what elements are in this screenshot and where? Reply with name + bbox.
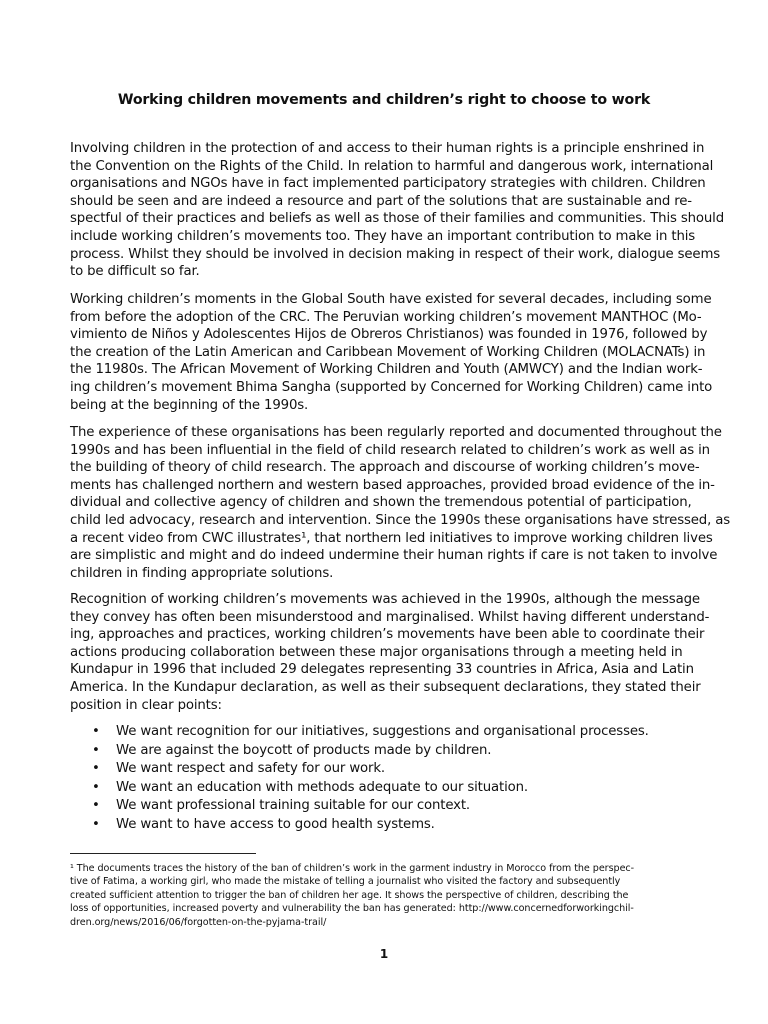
text-line: to be difficult so far. (70, 264, 200, 280)
footnote-line: tive of Fatima, a working girl, who made the mistake of telling a journalist who visited the factory and subsequently (70, 876, 621, 888)
bullet-icon: • (92, 816, 100, 832)
list-item (70, 723, 700, 742)
paragraph (70, 291, 713, 414)
bullet-icon: • (92, 724, 100, 739)
text-line: America. In the Kundapur declaration, as well as their subsequent declarations, they stated their (70, 679, 701, 695)
text-line: dividual and collective agency of children and shown the tremendous potential of participation, (70, 495, 692, 511)
footnote-line: loss of opportunities, increased poverty and vulnerability the ban has generated: http://www.concernedforworkingchil- (70, 903, 634, 915)
text-line: Kundapur in 1996 that included 29 delegates representing 33 countries in Africa, Asia and Latin (70, 662, 694, 678)
list-item-text: We want professional training suitable for our context. (116, 798, 471, 813)
paragraph (70, 591, 710, 714)
text-line: are simplistic and might and do indeed undermine their human rights if care is not taken to involve (70, 548, 718, 564)
footnote-link[interactable]: dren.org/news/2016/06/forgotten-on-the-pyjama-trail/ (70, 916, 327, 928)
bullet-icon: • (92, 742, 100, 758)
list-item-text: We want recognition for our initiatives, suggestions and organisational processes. (116, 724, 649, 739)
text-line: include working children’s movements too. They have an important contribution to make in this (70, 228, 696, 244)
list-item (70, 742, 700, 761)
bullet-icon: • (92, 761, 100, 776)
text-line: the 11980s. The African Movement of Working Children and Youth (AMWCY) and the Indian work- (70, 362, 703, 378)
list-item (70, 797, 700, 816)
list-item (70, 779, 700, 798)
text-line: they convey has often been misunderstood and marginalised. Whilst having different understand- (70, 609, 710, 625)
document-title: Working children movements and children’s right to choose to work (117, 92, 651, 108)
text-line: actions producing collaboration between these major organisations through a meeting held in (70, 644, 683, 660)
text-line: 1990s and has been influential in the field of child research related to children’s work as well as in (70, 442, 710, 458)
text-line: Involving children in the protection of and access to their human rights is a principle enshrined in (70, 141, 705, 156)
text-line: ments has challenged northern and western based approaches, provided broad evidence of the in- (70, 477, 715, 493)
list-item-text: We want to have access to good health systems. (116, 816, 435, 832)
text-line: the Convention on the Rights of the Child. In relation to harmful and dangerous work, international (70, 158, 714, 174)
paragraph (70, 424, 731, 582)
footnote-separator (70, 853, 256, 854)
bullet-icon: • (92, 798, 100, 813)
text-line: Working children’s moments in the Global South have existed for several decades, including some (70, 292, 712, 307)
text-line: Recognition of working children’s movements was achieved in the 1990s, although the message (70, 592, 700, 607)
page-number: 1 (379, 947, 389, 961)
text-line: ing children’s movement Bhima Sangha (supported by Concerned for Working Children) came into (70, 379, 713, 395)
footnote (70, 862, 702, 929)
demands-list (70, 723, 700, 834)
text-line: ing, approaches and practices, working children’s movements have been able to coordinate their (70, 627, 705, 643)
list-item (70, 816, 700, 835)
footnote-line: created sufficient attention to trigger the ban of children her age. It shows the perspective of children, describing the (70, 889, 629, 901)
text-line: child led advocacy, research and intervention. Since the 1990s these organisations have stressed, as (70, 512, 731, 528)
text-line: the building of theory of child research. The approach and discourse of working children’s move- (70, 460, 700, 476)
bullet-icon: • (92, 779, 100, 795)
list-item (70, 760, 700, 779)
text-line: children in finding appropriate solutions. (70, 565, 334, 581)
paragraph (70, 140, 724, 281)
text-line: being at the beginning of the 1990s. (70, 397, 309, 413)
text-line: spectful of their practices and beliefs as well as those of their families and communities. This should (70, 211, 724, 227)
text-line: organisations and NGOs have in fact implemented participatory strategies with children. Children (70, 176, 706, 192)
text-line: should be seen and are indeed a resource and part of the solutions that are sustainable and re- (70, 193, 692, 209)
text-line: a recent video from CWC illustrates¹, that northern led initiatives to improve working children lives (70, 530, 713, 546)
list-item-text: We are against the boycott of products made by children. (116, 742, 492, 758)
text-line: the creation of the Latin American and Caribbean Movement of Working Children (MOLACNATs) in (70, 344, 706, 360)
list-item-text: We want respect and safety for our work. (116, 761, 385, 776)
list-item-text: We want an education with methods adequate to our situation. (116, 779, 528, 795)
text-line: position in clear points: (70, 697, 222, 713)
text-line: The experience of these organisations has been regularly reported and documented throughout the (70, 425, 722, 440)
text-line: from before the adoption of the CRC. The Peruvian working children’s movement MANTHOC (Mo- (70, 309, 702, 325)
text-line: vimiento de Niños y Adolescentes Hijos de Obreros Christianos) was founded in 1976, followed by (70, 327, 708, 343)
text-line: process. Whilst they should be involved in decision making in respect of their work, dialogue seems (70, 246, 721, 262)
footnote-line: ¹ The documents traces the history of the ban of children’s work in the garment industry in Morocco from the perspec- (70, 863, 635, 874)
